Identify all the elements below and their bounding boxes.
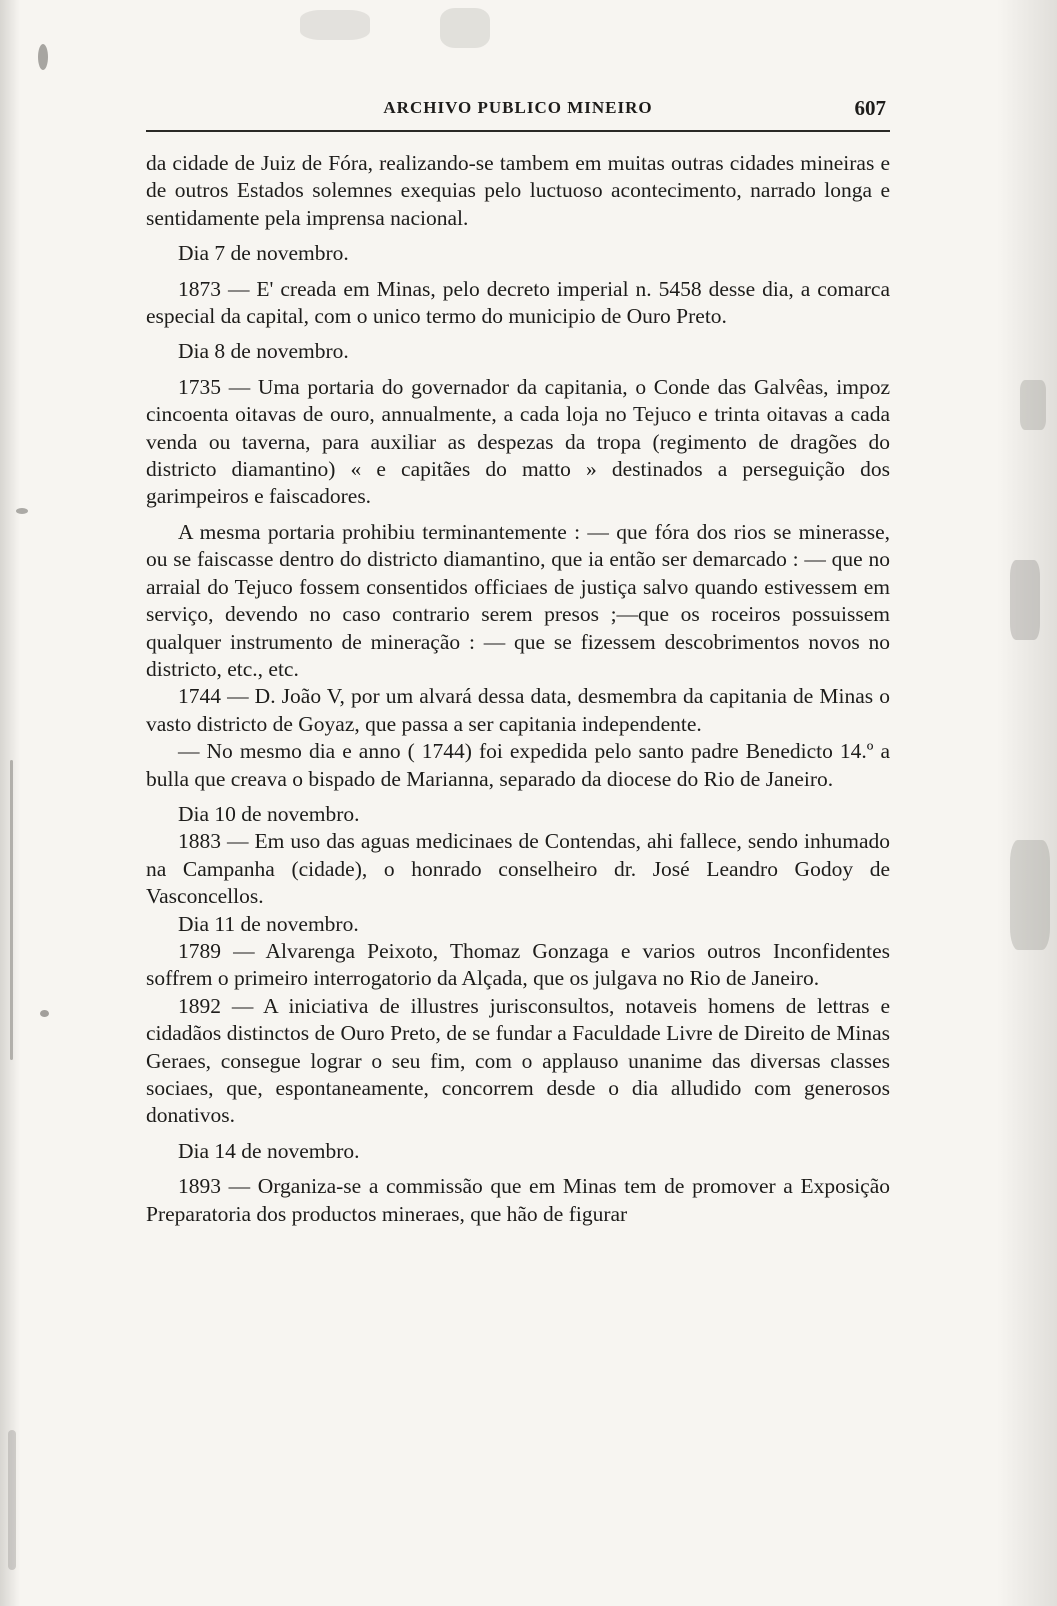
date-heading: Dia 11 de novembro. (178, 911, 359, 936)
running-header (146, 96, 890, 122)
scan-speck (1010, 560, 1040, 640)
scan-speck (440, 8, 490, 48)
scan-speck (1010, 840, 1050, 950)
scan-speck (40, 1010, 49, 1017)
entry-paragraph: 1789 — Alvarenga Peixoto, Thomaz Gonzaga e varios outros Inconfidentes soffrem o primeiro interrogatorio da Alçada, que os julgava no Rio de Janeiro. (146, 938, 890, 991)
entry-paragraph: 1883 — Em uso das aguas medicinaes de Contendas, ahi fallece, sendo inhumado na Campanha (cidade), o honrado conselheiro dr. José Leandro Godoy de Vasconcellos. (146, 829, 890, 909)
scan-edge-shadow (997, 0, 1057, 1606)
scan-speck (16, 508, 28, 514)
date-heading: Dia 10 de novembro. (178, 801, 360, 826)
entry-paragraph: 1893 — Organiza-se a commissão que em Minas tem de promover a Exposição Preparatoria dos productos mineraes, que hão de figurar (146, 1174, 890, 1226)
entry-paragraph: 1744 — D. João V, por um alvará dessa data, desmembra da capitania de Minas o vasto districto de Goyaz, que passa a ser capitania independente. (146, 684, 890, 736)
date-heading: Dia 8 de novembro. (178, 339, 349, 364)
page-number: 607 (854, 96, 886, 120)
body-text (146, 150, 890, 1228)
entry-paragraph: — No mesmo dia e anno ( 1744) foi expedida pelo santo padre Benedicto 14.º a bulla que creava o bispado de Marianna, separado da diocese do Rio de Janeiro. (146, 739, 890, 791)
entry-paragraph: A mesma portaria prohibiu terminantemente : — que fóra dos rios se minerasse, ou se faiscasse dentro do districto diamantino, que ia então ser demarcado : — que no arraial do Tejuco fossem consentidos officiaes de justiça salvo quando estivessem em serviço, devendo no caso contrario serem presos ;—que os roceiros possuissem qualquer instrumento de mineração : — que se fizessem descobrimentos novos no districto, etc., etc. (146, 519, 890, 681)
date-heading: Dia 7 de novembro. (178, 241, 349, 266)
scan-speck (38, 44, 48, 70)
running-title: ARCHIVO PUBLICO MINEIRO (383, 98, 653, 117)
entry-paragraph: 1873 — E' creada em Minas, pelo decreto imperial n. 5458 desse dia, a comarca especial da capital, com o unico termo do municipio de Ouro Preto. (146, 276, 890, 329)
scan-speck (8, 1430, 16, 1570)
paragraph: da cidade de Juiz de Fóra, realizando-se tambem em muitas outras cidades mineiras e de outros Estados solemnes exequias pelo luctuoso acontecimento, narrado longa e sentidamente pela imprensa nacional. (146, 151, 890, 230)
scan-speck (10, 760, 13, 1060)
entry-paragraph: 1892 — A iniciativa de illustres jurisconsultos, notaveis homens de lettras e cidadãos distinctos de Ouro Preto, de se fundar a Faculdade Livre de Direito de Minas Geraes, consegue lograr o seu fim, com o applauso unanime das diversas classes sociaes, que, espontaneamente, concorrem desde o dia alludido com generosos donativos. (146, 993, 890, 1128)
scan-speck (300, 10, 370, 40)
entry-paragraph: 1735 — Uma portaria do governador da capitania, o Conde das Galvêas, impoz cincoenta oitavas de ouro, annualmente, a cada loja no Tejuco e trinta oitavas a cada venda ou taverna, para auxiliar as despezas da tropa (regimento de dragões do districto diamantino) « e capitães do matto » destinados a perseguição dos garimpeiros e faiscadores. (146, 374, 890, 509)
scan-speck (1020, 380, 1046, 430)
date-heading: Dia 14 de novembro. (178, 1138, 360, 1163)
header-rule (146, 130, 890, 132)
